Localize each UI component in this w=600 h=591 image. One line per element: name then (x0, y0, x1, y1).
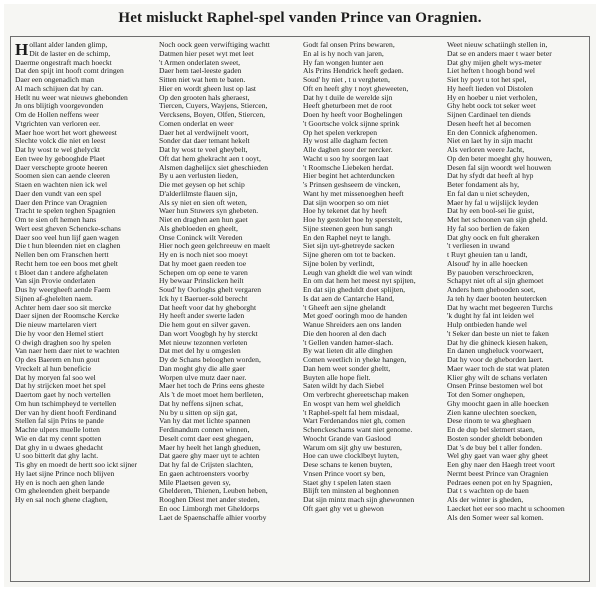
verse-line: By pauoben verschroeckren, (447, 268, 534, 277)
verse-line: Machte ulpers muelle lotten (15, 426, 100, 434)
verse-line: Hier en wordt gheen lust op last (159, 84, 257, 93)
verse-line: Dat sijn mintz mach sijn ghewonnen (303, 496, 415, 504)
verse-line: Maer het toch de Prins eens gheste (159, 382, 265, 391)
verse-line: Die met geysen op het schip (159, 181, 245, 189)
verse-line: U soo bitterlt dat ghy lacht. (15, 452, 99, 461)
verse-line: En om dat hem het meest nyt spijten, (303, 277, 416, 286)
verse-line: Hy bewaar Prinslicken heilt (159, 277, 244, 286)
verse-line: Laet de Spaenschaffe alhier voorby (159, 513, 267, 522)
verse-line: Soud' hy Oorloghs ghelt vergaren (159, 286, 262, 294)
verse-line: Vreckelt al hun beneficie (15, 364, 92, 373)
verse-line: Met goed' ooringh moo de handen (303, 312, 408, 321)
verse-line: Leugh van gheldt die wel van windt (303, 268, 413, 277)
verse-line: Sijnen Cardinael ten diends (447, 111, 531, 119)
verse-line: Wart Ferdenandos niet gh, comen (303, 417, 406, 426)
column-2 (159, 41, 302, 579)
verse-line: Als ghebloeden en gheelt, (159, 224, 238, 233)
verse-line: Die den hooren al den dach (303, 329, 387, 338)
broadsheet-page (4, 4, 596, 587)
verse-line: 't verliesen in uwand (447, 242, 510, 251)
verse-line: Een twee hy gebooghde Plaet (15, 154, 105, 163)
verse-line: Dat hy t duile de werelde sijn (303, 93, 393, 102)
verse-line: Saten wildt hy dach Siebel (303, 382, 384, 391)
verse-line: Vtgrichten van verloren eer. (15, 119, 101, 128)
verse-line: En fal dan u niet scheyden, (447, 189, 530, 198)
verse-line: Die nieuw martelaren viert (15, 321, 97, 329)
verse-line: Om gheleenden gheit berpande (15, 487, 110, 496)
verse-line: Waer hun Stuwers syn ghebeten. (159, 207, 259, 216)
verse-line: Wacht u soo hy soorgen laat (303, 154, 389, 163)
verse-line: Desen heeft het al becomen (447, 119, 531, 128)
verse-line: Dat ghy oock en fult gheraken (447, 233, 540, 242)
verse-line: Dat 's de buy bel t aller fonden. (447, 443, 542, 452)
verse-line: Soud' hy niet , t u vergheten, (303, 76, 390, 84)
verse-line: Hoe can uwe clocklbeyt luyten, (303, 452, 399, 461)
verse-line: Dese schans te kenen buyten, (303, 461, 393, 469)
verse-line: Hy heeft ander swerte laden (159, 312, 245, 321)
verse-line: Maer hy fal u wijslijck leyden (447, 198, 539, 207)
verse-line: Blijft ten minsten al beghonnen (303, 487, 399, 496)
verse-line: Der van hy dient hooft Ferdinand (15, 408, 117, 417)
verse-line: Als sy niet en sien oft weten, (159, 198, 247, 207)
verse-line: Hy en sal noch ghene claghen, (15, 496, 108, 504)
verse-line: Dit de laster en de schimp, (29, 49, 111, 58)
verse-line: Laecket het eer soo macht u schoomen (447, 504, 565, 513)
verse-line: 't Raphel-spelt fal hem misdaal, (303, 408, 400, 417)
verse-line: Warum om sijt ghy uw besturen, (303, 443, 402, 452)
verse-line: Daer soo veel hun lijf gaen wagen (15, 233, 119, 242)
verse-line: Tot den Somer onghepen, (447, 391, 525, 399)
verse-line: Dus hy weergheeft aende Faem (15, 286, 111, 294)
verse-line: Onse Coninck wilt Vereden (159, 233, 243, 242)
verse-line: Godt fal onsen Prins bewaren, (303, 41, 395, 49)
verse-line: Daer het al verdwijnelt voort, (159, 128, 249, 137)
column-1 (15, 41, 158, 579)
verse-line: Dat hy moryen fal soo wel (15, 373, 96, 382)
verse-line: Daer sijnen der Roomsche Kercke (15, 312, 120, 321)
verse-line: Liet heften t hoogh bond wel (447, 67, 535, 76)
verse-line: Comen weetlich in yheke hangen, (303, 356, 407, 364)
verse-line: Dat hy een bool-sei lie guist, (447, 207, 535, 216)
verse-line: Dat sijn woorpen so om niet (303, 198, 389, 207)
verse-line: Dat hy moet gaen reeden toe (159, 259, 247, 268)
verse-line: By u aen verlusten lieden, (159, 172, 239, 181)
verse-line: Die hy voor den Hemel stiert (15, 329, 104, 338)
verse-line: Om de Hollen neffens weer (15, 111, 99, 119)
verse-line: 't Gellen vanden hamer-slach. (303, 338, 394, 347)
verse-line: Alle daghen soor der nercker. (303, 146, 393, 154)
verse-line: Alsoud' hy in alle hoecken (447, 259, 528, 268)
verse-line: Siet hy poyt u tot het spel, (447, 76, 527, 84)
verse-line: Nermt beest Prince van Oragnien (447, 469, 549, 478)
verse-line: ollant alder landen glimp, (29, 41, 108, 49)
verse-line: Dese rinom te wa gheghaen (447, 417, 532, 426)
verse-line: Hetlt nu weer wat nieuws ghebonden (15, 93, 128, 102)
verse-line: Daer een ongenadich man (15, 76, 95, 84)
verse-line: Zien kanne ulechten soecken, (447, 408, 537, 417)
verse-line: Ghy moocht gaen in alle hoecken (447, 399, 549, 408)
verse-line: Datmen hier peset wyt met leet (159, 49, 254, 58)
verse-line: Mile Plaetsen geven sy, (159, 478, 231, 487)
verse-line: Staet ghy t spelen laten staen (303, 478, 391, 487)
verse-line: Anders hem ghebooden soet, (447, 286, 536, 294)
verse-line: Noch oock geen verwiftiging wachtt (159, 41, 270, 49)
verse-line: Hy en hoeber u niet verholen, (447, 93, 538, 102)
verse-line: Hoe hy tekenet dat hy heeft (303, 207, 387, 216)
verse-line: Achter hem daer soo sit mercke (15, 303, 112, 312)
verse-line: Ghy hebt oock tot seker weet (447, 102, 536, 111)
verse-line: Van hy dat met lichte spannen (159, 417, 251, 426)
verse-line: Recht hem toe een boos met ghelt (15, 259, 118, 268)
verse-line: Nu by u sitten op sijn gat, (159, 408, 238, 417)
verse-line: Dat hy wost te wel ghelyckt (15, 146, 100, 154)
verse-line: Dat hy strijcken moet het spel (15, 382, 106, 391)
verse-line: Met nieuw tezonnen verleten (159, 338, 248, 347)
verse-line: Dat hy voor de gheborden laert. (447, 356, 544, 364)
column-4 (447, 41, 590, 579)
verse-line: Hy laet sijne Prince noch blijven (15, 469, 115, 478)
verse-line: Ja teh hy daer booten heutercken (447, 294, 547, 303)
verse-line: 't Roomsche Liebeken herdat. (303, 163, 394, 172)
verse-line: Dat hy sfydt dat heeft al hyp (447, 172, 534, 181)
verse-line: En ooc Limborgh met Gheldorps (159, 504, 260, 513)
verse-line: Tis ghy en moedt de hertt soo ickt sijner (15, 461, 138, 469)
verse-line: Staen en wachten nien ick wel (15, 181, 108, 189)
verse-line: 't Goortsche volck sijnne sprink (303, 119, 400, 128)
verse-line: Dat hy fal de Crijsten slachten, (159, 461, 254, 469)
verse-line: Wert eest gheven Schencke-schans (15, 224, 121, 233)
verse-line: Dat den spijt int hooft comt dringen (15, 67, 124, 76)
verse-line: Al mach schijuen dat hy can. (15, 84, 104, 93)
verse-line: Dat hy wost te veel gheybelt, (159, 146, 248, 154)
verse-line: Dan moght ghy die alle gaer (159, 364, 246, 373)
verse-line: Als der winter is gheden, (447, 496, 524, 504)
verse-line: Soomen sien can aende cleeren (15, 172, 110, 181)
verse-line: 't Gheeft aen sijne ghelandt (303, 303, 386, 312)
verse-line: Hier noch geen gelchreeuw en maelt (159, 242, 271, 251)
verse-line: Daer hem tael-leeste gaden (159, 67, 242, 76)
verse-line: Sijne gheren om tot te backen. (303, 251, 396, 259)
verse-line: En wospt van hem wel gheldich (303, 399, 401, 408)
verse-line: Hy en is noch niet soo moeyt (159, 251, 248, 259)
verse-line: Hulp ontbieden hande wel (447, 321, 527, 329)
verse-line: Beter fondament als hy, (447, 181, 520, 189)
verse-line: En danen ungheluck voorwaert, (447, 347, 544, 356)
verse-line: Alsmen daghelijcx siet gheschieden (159, 163, 269, 172)
verse-line: Sijne bolen by verlindt, (303, 259, 375, 268)
verse-line: Maer waer toch de stat wat platen (447, 364, 550, 373)
verse-line: t Ruyt gheuien tan u landt, (447, 251, 528, 259)
verse-line: Als verloren weere Jacht, (447, 146, 525, 154)
verse-line: Sijnen af-ghelelten naem. (15, 294, 93, 303)
verse-line: Niet en draghen aen hun gaet (159, 216, 248, 224)
verse-line: 's Prinsen geshseem de vincken, (303, 181, 401, 189)
verse-line: Daer verschepte groote heeren (15, 163, 108, 172)
verse-line: Wanue Shreiders aen ons landen (303, 321, 402, 329)
verse-line: Schenckeschams want niet genome. (303, 426, 413, 434)
verse-line: Dat ghy mijen ghelt wys-meter (447, 58, 542, 67)
verse-line: Dy de Schans belooghen worden, (159, 356, 261, 364)
verse-line: Dat t s wachten op de baen (447, 487, 529, 496)
verse-line: Hy heeft lieden vol Distolen (447, 84, 534, 93)
verse-line: Daer den vundt van een spel (15, 189, 102, 198)
verse-line: Weet nieuw schatiingh stellen in, (447, 41, 548, 49)
verse-line: En de dup bel sletmert staen, (447, 426, 535, 434)
verse-line: Oft gaet ghy vet u ghewon (303, 504, 384, 513)
verse-line: Sonder dat daer temant hekelt (159, 137, 250, 146)
verse-line: Van naer hem daer niet te wachten (15, 347, 120, 356)
verse-line: Niet en laet hy in sijn macht (447, 137, 533, 146)
verse-line: Stellen fal sijn Prins te pande (15, 417, 104, 426)
verse-line: Wel ghy gaet van waer ghy gheet (447, 452, 549, 461)
verse-line: Is dat aen de Cantarche Hand, (303, 294, 395, 303)
verse-line: 'k dught hy fal int leiden wel (447, 312, 534, 321)
verse-line: Op den beter moeght ghy houwen, (447, 154, 553, 163)
verse-line: Ferdinandum connen winnen, (159, 426, 250, 434)
verse-line: Als Prins Hendrick heeft gedaen. (303, 67, 404, 76)
verse-line: Hier begint het achterduncken (303, 172, 395, 181)
text-frame (10, 36, 590, 582)
verse-line: Maer hoe wort het wort gheweest (15, 128, 117, 137)
verse-line: Op des Baerem en hun gout (15, 356, 100, 364)
verse-line: Jn ons blijtigh voorgevonden (15, 102, 104, 111)
verse-line: Op den grooten hals gheraest, (159, 93, 250, 102)
verse-line: Die t hun bleenden niet en claghen (15, 242, 121, 251)
verse-line: Siet sijn uyt-ghetreyde sacken (303, 242, 395, 251)
verse-line: Worpen ulve mutz daer naer. (159, 373, 247, 382)
verse-line: En al is hy noch van jaren, (303, 49, 384, 58)
verse-line: Schepen om op eene te varen (159, 268, 248, 277)
verse-line: Van sijn Provie onderlaten (15, 277, 96, 286)
verse-line: Vercksens, Boyen, Olfen, Stiercen, (159, 111, 266, 119)
verse-line: Daer den Prince van Oragnien (15, 198, 107, 207)
verse-line: Daerme ongestraft mach hoeckt (15, 58, 112, 67)
verse-line: Daertom gaet hy noch vertellen (15, 391, 111, 399)
verse-line: Want hy met missenoeghen heeft (303, 189, 404, 198)
verse-line: Hy fal soo berlien de faken (447, 224, 530, 233)
verse-line: Sitten niet wat hem te baten. (159, 76, 246, 84)
verse-line: Klier ghy wilt de schans verlaten (447, 373, 548, 382)
verse-line: Schapyt niet oft al sijn ghemoet (447, 277, 544, 286)
verse-line: Wie en dat my cennt spotten (15, 434, 102, 443)
verse-line: Onsen Prinse bestomen wel bot (447, 382, 543, 391)
verse-line: Dan wort Voogbgh hy hy sterckt (159, 329, 258, 338)
verse-line: 't Seker dan beste un niet te faken (447, 329, 549, 338)
verse-line: Als 't de moet moet hem berlleten, (159, 391, 264, 399)
verse-line: Tracht te spelen teghen Spagnien (15, 207, 116, 216)
verse-line: Om te sien oft hemen hans (15, 216, 97, 224)
verse-line: Maer hy heelt het langh gheduen, (159, 443, 261, 452)
verse-line: Sijne steenen geen hun sangh (303, 224, 393, 233)
verse-line: Dat ghy in u dwaes ghedacht (15, 443, 103, 452)
verse-line: En den Raphel neyt te langh. (303, 233, 391, 242)
verse-line: Hoe hy gestolet hoe hy sperstelt, (303, 216, 403, 224)
verse-line: Hy en is noch aen ghen lande (15, 478, 105, 487)
verse-line: Dat met del hy u omgeslen (159, 347, 241, 356)
verse-line: Woocht Grande van Gaslood (303, 434, 391, 443)
verse-line: Desen fal sijn woordt wel houwen (447, 163, 551, 172)
verse-line: Op het spelen verkrepen (303, 128, 378, 137)
verse-line: Ghelderen, Thienen, Leuben heben, (159, 487, 268, 496)
verse-line: Oft en heeft ghy t noyt gheweeten, (303, 84, 409, 93)
verse-line: Ick hy t Baeruer-sold berecht (159, 294, 248, 303)
verse-line: Om hun tschimpheyd te vertellen (15, 399, 117, 408)
verse-line: Deselt comt daer eest ghegaen, (159, 434, 254, 443)
verse-line: Pedraes eenen pot en hy Spagnien, (447, 478, 553, 487)
verse-line: Buyten alle hope fielt. (303, 373, 371, 382)
verse-line: Om verbrecht ghereetschap maken (303, 391, 409, 399)
drop-cap-initial: H (15, 41, 29, 59)
verse-line: t Bloet dan t andere afghelaten (15, 268, 108, 277)
verse-line: Tiercen, Cuyers, Wayjens, Stiercen, (159, 102, 268, 111)
verse-line: Als den Somer weer sal komen. (447, 513, 544, 522)
verse-line: 't Armen onderlaten sweet, (159, 58, 241, 67)
verse-line: Dan hem weet sonder gheltt, (303, 364, 391, 373)
verse-line: Hy fan wongen hunter aen (303, 58, 384, 67)
verse-line: En gaen achtroensters voorby (159, 469, 250, 478)
verse-line: Slechte volck die niet en leest (15, 137, 106, 146)
page-title: Het misluckt Raphel-spel vanden Prince van Oragnien. (118, 10, 482, 26)
verse-line: Bosten sonder gheldt bebonden (447, 434, 543, 443)
verse-line: En den Connick afghenomen. (447, 128, 538, 137)
verse-line: Rooghen Diest met ander steden, (159, 496, 260, 504)
verse-line: En dat sijn gheduldt doet splijten, (303, 286, 406, 294)
verse-line: Die hem gout en silver gaven. (159, 321, 251, 329)
verse-line: By wat lieten dit alle dinghen (303, 347, 393, 356)
verse-line: Een ghy naer den Haegh treet voort (447, 461, 555, 469)
verse-line: Comen onderlat en weer (159, 119, 234, 128)
verse-line: Dat hy wacht met begeeren Turchs (447, 303, 553, 312)
verse-line: Vnsen Prince voort sy ben, (303, 469, 386, 478)
verse-line: Oft dat hem ghekracht aen t ooyt, (159, 154, 261, 163)
verse-line: Dat heeft voor dat hy gheborght (159, 303, 257, 312)
verse-line: Hy wost alle dagham fecten (303, 137, 388, 146)
verse-line: Dat hy die ghineck kiesen haken, (447, 338, 548, 347)
verse-line: Nellen ben om Franschen hertt (15, 251, 109, 259)
verse-line: D'alderlilmste flauen sijn, (159, 189, 238, 198)
verse-line: Dat hy neffens sijnen schat, (159, 399, 244, 408)
verse-line: O dwigh draghen soo hy spelen (15, 338, 111, 347)
verse-line: Doen hy heeft voor Boghelingen (303, 111, 403, 119)
verse-line: Met het schoonen van sijn gheld. (447, 216, 548, 224)
verse-line: Dat gaere ghy maer uyt te achten (159, 452, 260, 461)
verse-line: Dat se en anders maer t waer beter (447, 49, 552, 58)
column-3 (303, 41, 446, 579)
verse-line: Heeft gheturbeen met de root (303, 102, 392, 111)
